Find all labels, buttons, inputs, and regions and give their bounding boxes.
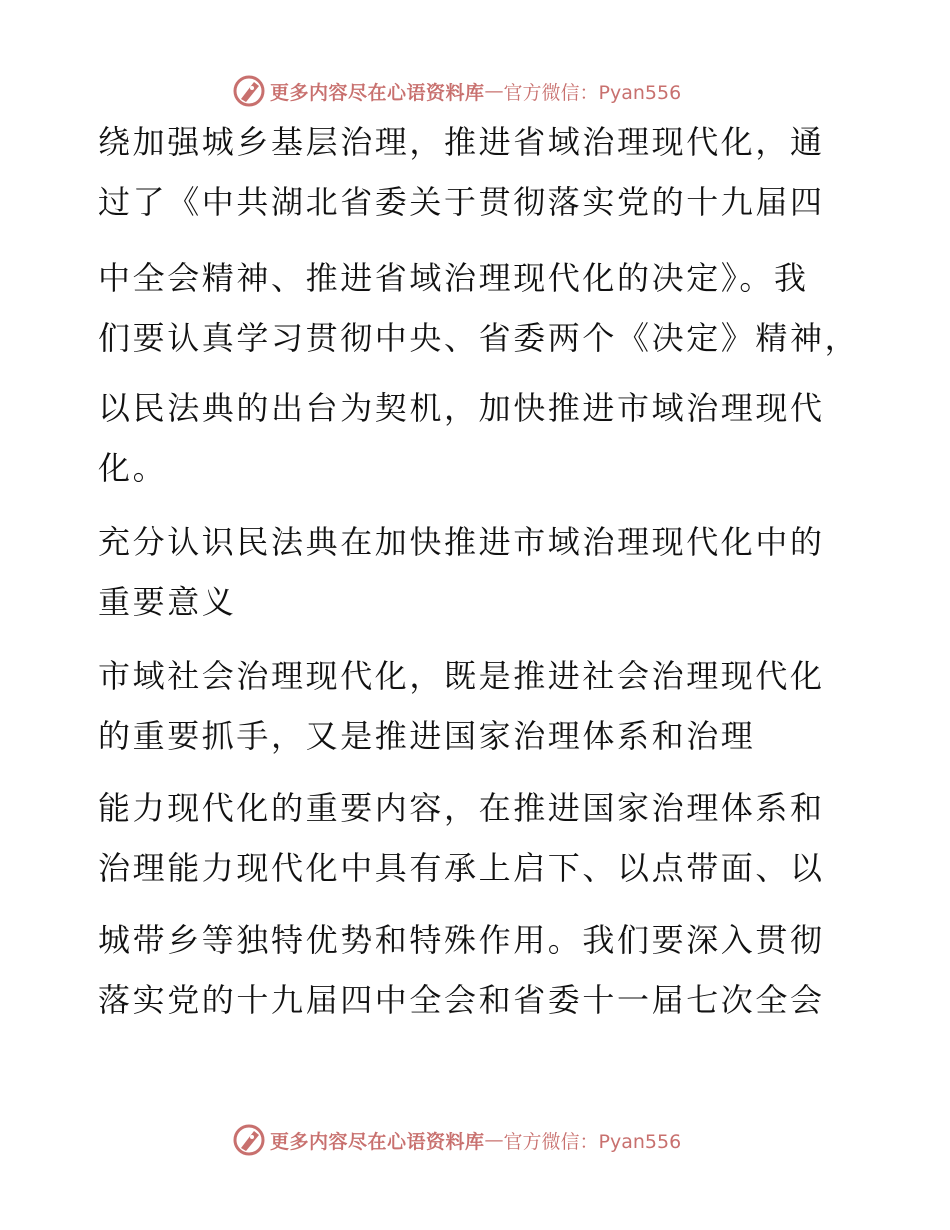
footer-separator: — <box>484 1129 504 1151</box>
footer-wechat-text: 官方微信：Pyan556 <box>503 1130 682 1153</box>
body-line: 落实党的十九届四中全会和省委十一届七次全会 <box>98 981 825 1019</box>
body-line: 化。 <box>98 449 168 487</box>
body-line: 以民法典的出台为契机，加快推进市域治理现代 <box>98 389 825 427</box>
body-line: 们要认真学习贯彻中央、省委两个《决定》精神， <box>98 319 860 357</box>
body-line: 过了《中共湖北省委关于贯彻落实党的十九届四 <box>98 183 825 221</box>
body-line: 城带乡等独特优势和特殊作用。我们要深入贯彻 <box>98 921 825 959</box>
header-wechat-text: 官方微信：Pyan556 <box>503 81 682 104</box>
header-separator: — <box>484 80 504 102</box>
body-line: 能力现代化的重要内容，在推进国家治理体系和 <box>98 789 825 827</box>
body-line: 中全会精神、推进省域治理现代化的决定》。我 <box>98 259 809 297</box>
body-line: 治理能力现代化中具有承上启下、以点带面、以 <box>98 849 825 887</box>
body-line: 市域社会治理现代化，既是推进社会治理现代化 <box>98 657 825 695</box>
section-heading-line: 重要意义 <box>98 583 237 621</box>
footer-watermark <box>232 1122 681 1158</box>
body-line: 绕加强城乡基层治理，推进省域治理现代化，通 <box>98 123 825 161</box>
body-line: 的重要抓手，又是推进国家治理体系和治理 <box>98 717 756 755</box>
pen-logo-icon <box>232 1123 266 1157</box>
header-brand-text: 更多内容尽在心语资料库 <box>270 81 485 104</box>
section-heading-line: 充分认识民法典在加快推进市域治理现代化中的 <box>98 523 825 561</box>
pen-logo-icon <box>232 74 266 108</box>
header-watermark <box>232 73 681 109</box>
footer-brand-text: 更多内容尽在心语资料库 <box>270 1130 485 1153</box>
